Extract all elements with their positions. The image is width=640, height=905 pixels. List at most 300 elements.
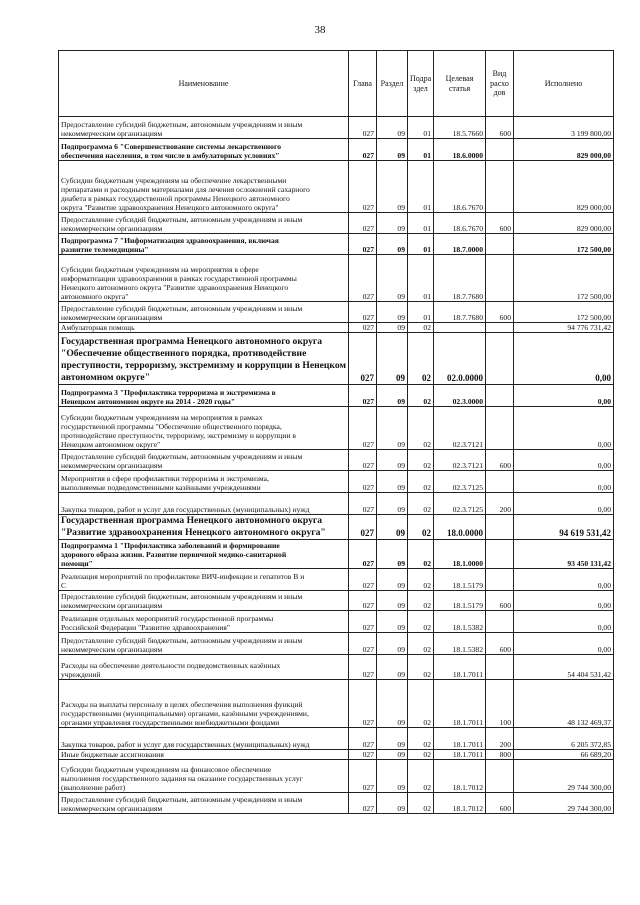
- cell-vid: [486, 591, 514, 611]
- cell-name-text: Субсидии бюджетным учреждениям на финансовое обеспечение выполнения государственного задания на оказание государственных услуг (выполнение работ): [61, 764, 303, 793]
- cell-ispolneno: [514, 234, 614, 255]
- table-row: [59, 515, 614, 540]
- cell-vid: [486, 139, 514, 161]
- cell-glava-text: 027: [362, 150, 374, 160]
- table-row: [59, 680, 614, 728]
- cell-razdel-text: 09: [397, 505, 405, 514]
- cell-podrazdel: [408, 728, 434, 750]
- cell-vid: [486, 333, 514, 385]
- cell-razdel-text: 09: [397, 323, 405, 332]
- cell-glava: [349, 655, 377, 680]
- cell-vid: [486, 493, 514, 515]
- cell-razdel: [377, 540, 408, 569]
- cell-statya-text: 18.6.7670: [452, 223, 483, 233]
- cell-name: [59, 515, 349, 540]
- table-row: [59, 117, 614, 139]
- cell-statya: [434, 569, 486, 591]
- cell-razdel: [377, 569, 408, 591]
- cell-vid-text: 600: [499, 601, 511, 610]
- table-row: [59, 333, 614, 385]
- cell-statya-text: 18.1.0000: [452, 559, 483, 568]
- cell-ispolneno: [514, 255, 614, 302]
- cell-name-text: Закупка товаров, работ и услуг для государственных (муниципальных) нужд: [61, 740, 310, 749]
- cell-podrazdel: [408, 655, 434, 680]
- cell-ispolneno-text: 29 744 300,00: [567, 804, 611, 814]
- cell-razdel: [377, 323, 408, 333]
- cell-glava-text: 027: [362, 244, 374, 254]
- cell-statya-text: 18.1.7011: [452, 718, 483, 727]
- cell-ispolneno: [514, 611, 614, 633]
- cell-vid: [486, 450, 514, 471]
- cell-statya: [434, 750, 486, 760]
- cell-ispolneno-text: 54 404 531,42: [567, 670, 611, 679]
- cell-name: [59, 161, 349, 213]
- cell-name: [59, 760, 349, 793]
- cell-glava: [349, 750, 377, 760]
- cell-podrazdel: [408, 161, 434, 213]
- cell-podrazdel-text: 01: [423, 223, 431, 233]
- page-number: 38: [314, 24, 326, 36]
- cell-name: [59, 117, 349, 139]
- cell-glava: [349, 255, 377, 302]
- cell-vid: [486, 728, 514, 750]
- cell-vid: [486, 255, 514, 302]
- cell-glava: [349, 591, 377, 611]
- cell-podrazdel: [408, 333, 434, 385]
- cell-vid: [486, 760, 514, 793]
- cell-glava-text: 027: [362, 804, 374, 814]
- cell-razdel: [377, 117, 408, 139]
- cell-glava-text: 027: [362, 670, 374, 679]
- cell-statya: [434, 728, 486, 750]
- cell-podrazdel-text: 02: [423, 483, 431, 492]
- cell-statya-text: 18.1.7011: [452, 670, 483, 679]
- cell-name: [59, 255, 349, 302]
- cell-name: [59, 471, 349, 493]
- cell-glava-text: 027: [362, 645, 374, 654]
- cell-ispolneno-text: 94 619 531,42: [559, 528, 611, 539]
- cell-razdel-text: 09: [397, 312, 405, 322]
- table-row: [59, 540, 614, 569]
- cell-name: [59, 655, 349, 680]
- cell-statya-text: 18.1.5382: [452, 623, 483, 632]
- cell-vid: [486, 471, 514, 493]
- cell-statya: [434, 540, 486, 569]
- cell-glava: [349, 302, 377, 323]
- cell-podrazdel: [408, 793, 434, 814]
- cell-razdel: [377, 333, 408, 385]
- cell-name: [59, 302, 349, 323]
- cell-statya: [434, 234, 486, 255]
- cell-razdel-text: 09: [396, 373, 405, 384]
- cell-ispolneno-text: 829 000,00: [576, 223, 611, 233]
- cell-name-text: Предоставление субсидий бюджетным, автономным учреждениям и иным некоммерческим организациям: [61, 303, 303, 322]
- cell-vid-text: 600: [499, 804, 511, 814]
- cell-glava: [349, 728, 377, 750]
- cell-razdel: [377, 302, 408, 323]
- cell-podrazdel-text: 02: [423, 505, 431, 514]
- cell-statya-text: 18.1.7011: [452, 740, 483, 749]
- cell-podrazdel-text: 01: [423, 128, 431, 138]
- cell-podrazdel: [408, 302, 434, 323]
- cell-podrazdel-text: 01: [423, 291, 431, 301]
- cell-statya-text: 02.3.7125: [452, 483, 483, 492]
- cell-razdel-text: 09: [397, 645, 405, 654]
- cell-razdel: [377, 139, 408, 161]
- cell-podrazdel-text: 02: [423, 461, 431, 470]
- cell-statya-text: 18.6.0000: [452, 150, 483, 160]
- cell-statya-text: 02.0.0000: [447, 373, 483, 384]
- cell-razdel-text: 09: [397, 718, 405, 727]
- cell-name: [59, 793, 349, 814]
- cell-podrazdel: [408, 569, 434, 591]
- cell-name-text: Иные бюджетные ассигнования: [61, 750, 164, 760]
- cell-glava-text: 027: [362, 223, 374, 233]
- cell-ispolneno: [514, 655, 614, 680]
- cell-ispolneno-text: 829 000,00: [576, 202, 611, 212]
- header-statya: Целевая статья: [434, 51, 486, 117]
- cell-razdel: [377, 633, 408, 655]
- cell-ispolneno: [514, 161, 614, 213]
- cell-razdel: [377, 255, 408, 302]
- cell-glava: [349, 515, 377, 540]
- cell-razdel: [377, 750, 408, 760]
- cell-name: [59, 493, 349, 515]
- cell-ispolneno: [514, 728, 614, 750]
- cell-name-text: Реализация отдельных мероприятий государственной программы Российской Федерации "Развитие здравоохранения": [61, 613, 274, 632]
- cell-ispolneno: [514, 407, 614, 450]
- cell-name: [59, 333, 349, 385]
- cell-name: [59, 591, 349, 611]
- cell-ispolneno: [514, 450, 614, 471]
- table-row: [59, 302, 614, 323]
- cell-vid-text: 800: [499, 750, 511, 760]
- cell-ispolneno-text: 29 744 300,00: [567, 783, 611, 793]
- table-row: [59, 234, 614, 255]
- cell-statya-text: 02.3.0000: [452, 397, 483, 406]
- cell-statya: [434, 591, 486, 611]
- cell-vid-text: 200: [499, 505, 511, 514]
- cell-razdel: [377, 471, 408, 493]
- cell-name-text: Подпрограмма 6 "Совершенствование системы лекарственного обеспечения населения, в том числе в амбулаторных условиях": [61, 141, 282, 160]
- cell-statya: [434, 255, 486, 302]
- cell-ispolneno: [514, 213, 614, 234]
- cell-glava-text: 027: [360, 528, 374, 539]
- cell-razdel-text: 09: [397, 461, 405, 470]
- cell-razdel-text: 09: [397, 783, 405, 793]
- cell-statya-text: 18.0.0000: [447, 528, 483, 539]
- cell-glava-text: 027: [362, 483, 374, 492]
- cell-vid-text: 600: [499, 461, 511, 470]
- cell-name: [59, 139, 349, 161]
- table-row: [59, 323, 614, 333]
- cell-podrazdel: [408, 450, 434, 471]
- cell-podrazdel: [408, 407, 434, 450]
- cell-podrazdel: [408, 255, 434, 302]
- header-name: Наименование: [59, 51, 349, 117]
- cell-razdel-text: 09: [397, 291, 405, 301]
- cell-name-text: Предоставление субсидий бюджетным, автономным учреждениям и иным некоммерческим организациям: [61, 214, 303, 233]
- cell-statya: [434, 139, 486, 161]
- cell-razdel-text: 09: [397, 559, 405, 568]
- cell-podrazdel-text: 02: [423, 718, 431, 727]
- cell-razdel: [377, 728, 408, 750]
- cell-ispolneno-text: 0,00: [595, 373, 611, 384]
- cell-ispolneno: [514, 680, 614, 728]
- cell-podrazdel-text: 01: [423, 244, 431, 254]
- cell-glava-text: 027: [362, 718, 374, 727]
- cell-razdel-text: 09: [397, 581, 405, 590]
- cell-podrazdel-text: 02: [423, 740, 431, 749]
- cell-podrazdel-text: 02: [423, 623, 431, 632]
- cell-ispolneno-text: 0,00: [597, 645, 611, 654]
- cell-name-text: Амбулаторная помощь: [61, 323, 135, 332]
- cell-name: [59, 611, 349, 633]
- cell-podrazdel: [408, 471, 434, 493]
- cell-ispolneno: [514, 333, 614, 385]
- cell-podrazdel-text: 02: [423, 397, 431, 406]
- cell-glava-text: 027: [362, 623, 374, 632]
- cell-razdel: [377, 213, 408, 234]
- cell-statya-text: 18.1.7012: [452, 804, 483, 814]
- table-row: [59, 471, 614, 493]
- cell-vid: [486, 750, 514, 760]
- cell-statya-text: 18.1.5179: [452, 601, 483, 610]
- cell-statya: [434, 161, 486, 213]
- cell-razdel-text: 09: [397, 623, 405, 632]
- cell-vid: [486, 302, 514, 323]
- cell-ispolneno: [514, 385, 614, 407]
- cell-ispolneno: [514, 591, 614, 611]
- cell-podrazdel-text: 02: [423, 581, 431, 590]
- cell-name: [59, 750, 349, 760]
- cell-glava: [349, 117, 377, 139]
- cell-vid: [486, 655, 514, 680]
- cell-name-text: Мероприятия в сфере профилактики терроризма и экстремизма, выполняемые подведомственными казёнными учреждениями: [61, 473, 269, 492]
- cell-name: [59, 385, 349, 407]
- cell-ispolneno-text: 0,00: [597, 440, 611, 449]
- cell-statya-text: 02.3.7125: [452, 505, 483, 514]
- cell-ispolneno-text: 172 500,00: [576, 291, 611, 301]
- cell-name: [59, 633, 349, 655]
- cell-podrazdel: [408, 760, 434, 793]
- header-glava: Глава: [349, 51, 377, 117]
- cell-name-text: Предоставление субсидий бюджетным, автономным учреждениям и иным некоммерческим организациям: [61, 795, 303, 814]
- cell-statya: [434, 680, 486, 728]
- table-row: [59, 569, 614, 591]
- cell-glava-text: 027: [362, 740, 374, 749]
- cell-vid-text: 200: [499, 740, 511, 749]
- cell-ispolneno-text: 172 500,00: [576, 312, 611, 322]
- cell-podrazdel: [408, 234, 434, 255]
- cell-statya-text: 18.1.5179: [452, 581, 483, 590]
- cell-podrazdel-text: 02: [423, 750, 431, 760]
- cell-name: [59, 450, 349, 471]
- cell-razdel-text: 09: [397, 223, 405, 233]
- cell-glava: [349, 450, 377, 471]
- cell-podrazdel-text: 02: [423, 559, 431, 568]
- table-row: [59, 793, 614, 814]
- cell-vid: [486, 611, 514, 633]
- cell-razdel: [377, 591, 408, 611]
- cell-podrazdel: [408, 385, 434, 407]
- cell-podrazdel-text: 02: [422, 373, 431, 384]
- cell-razdel: [377, 493, 408, 515]
- cell-statya: [434, 450, 486, 471]
- cell-glava: [349, 139, 377, 161]
- cell-glava: [349, 680, 377, 728]
- cell-name: [59, 323, 349, 333]
- cell-glava: [349, 569, 377, 591]
- cell-podrazdel: [408, 213, 434, 234]
- cell-vid: [486, 540, 514, 569]
- cell-statya: [434, 302, 486, 323]
- cell-statya: [434, 385, 486, 407]
- cell-ispolneno: [514, 515, 614, 540]
- cell-ispolneno: [514, 793, 614, 814]
- table-row: [59, 750, 614, 760]
- table-body: [59, 117, 614, 814]
- cell-podrazdel: [408, 680, 434, 728]
- cell-name: [59, 213, 349, 234]
- cell-vid: [486, 407, 514, 450]
- cell-ispolneno-text: 829 000,00: [576, 150, 611, 160]
- cell-podrazdel-text: 02: [423, 440, 431, 449]
- cell-name: [59, 407, 349, 450]
- table-row: [59, 493, 614, 515]
- cell-name-text: Подпрограмма 3 "Профилактика терроризма и экстремизма в Ненецком автономном округе на 2014 - 2020 годы": [61, 387, 276, 406]
- cell-ispolneno: [514, 471, 614, 493]
- table-row: [59, 591, 614, 611]
- cell-vid: [486, 234, 514, 255]
- cell-razdel-text: 09: [396, 528, 405, 539]
- cell-razdel: [377, 450, 408, 471]
- cell-name-text: Закупка товаров, работ и услуг для государственных (муниципальных) нужд: [61, 505, 310, 514]
- cell-podrazdel: [408, 139, 434, 161]
- cell-ispolneno-text: 93 450 131,42: [567, 559, 611, 568]
- cell-statya-text: 18.7.0000: [452, 244, 483, 254]
- cell-razdel: [377, 793, 408, 814]
- cell-statya: [434, 407, 486, 450]
- cell-statya: [434, 117, 486, 139]
- cell-name-text: Предоставление субсидий бюджетным, автономным учреждениям и иным некоммерческим организациям: [61, 451, 303, 470]
- cell-vid: [486, 213, 514, 234]
- cell-glava-text: 027: [362, 440, 374, 449]
- cell-statya-text: 18.7.7680: [452, 312, 483, 322]
- cell-statya: [434, 493, 486, 515]
- cell-podrazdel: [408, 540, 434, 569]
- cell-name-text: Государственная программа Ненецкого автономного округа "Развитие здравоохранения Ненецкого автономного округа": [61, 515, 326, 539]
- cell-ispolneno-text: 6 205 372,85: [571, 740, 611, 749]
- cell-glava: [349, 493, 377, 515]
- cell-razdel-text: 09: [397, 244, 405, 254]
- cell-razdel-text: 09: [397, 440, 405, 449]
- budget-execution-table: [58, 50, 614, 814]
- cell-statya: [434, 655, 486, 680]
- cell-vid: [486, 680, 514, 728]
- cell-ispolneno: [514, 540, 614, 569]
- cell-name-text: Реализация мероприятий по профилактике ВИЧ-инфекции и гепатитов В и С: [61, 571, 305, 590]
- cell-name: [59, 540, 349, 569]
- header-podrazdel: Подра здел: [408, 51, 434, 117]
- cell-name-text: Субсидии бюджетным учреждениям на обеспечение лекарственными препаратами и расходными материалами для лечения осложнений сахарного диабета в рамках государственной программы Ненецкого автономного округа "Развитие здравоохранения Ненецкого автономного округа": [61, 175, 310, 212]
- table-row: [59, 655, 614, 680]
- header-razdel: Раздел: [377, 51, 408, 117]
- cell-name: [59, 728, 349, 750]
- cell-vid-text: 600: [499, 223, 511, 233]
- cell-name-text: Предоставление субсидий бюджетным, автономным учреждениям и иным некоммерческим организациям: [61, 119, 303, 138]
- cell-ispolneno-text: 0,00: [597, 397, 611, 406]
- header-vid: Вид расхо дов: [486, 51, 514, 117]
- cell-ispolneno: [514, 493, 614, 515]
- cell-glava-text: 027: [362, 581, 374, 590]
- cell-ispolneno-text: 66 689,20: [580, 750, 611, 760]
- cell-glava-text: 027: [362, 783, 374, 793]
- cell-glava: [349, 633, 377, 655]
- cell-podrazdel-text: 02: [422, 528, 431, 539]
- cell-statya: [434, 515, 486, 540]
- cell-razdel-text: 09: [397, 483, 405, 492]
- cell-glava: [349, 161, 377, 213]
- cell-ispolneno: [514, 323, 614, 333]
- cell-razdel: [377, 234, 408, 255]
- cell-podrazdel-text: 02: [423, 645, 431, 654]
- table-row: [59, 728, 614, 750]
- cell-razdel-text: 09: [397, 601, 405, 610]
- cell-statya-text: 02.3.7121: [452, 461, 483, 470]
- cell-statya-text: 18.1.7012: [452, 783, 483, 793]
- cell-glava: [349, 234, 377, 255]
- cell-ispolneno-text: 3 199 800,00: [571, 128, 611, 138]
- cell-podrazdel: [408, 515, 434, 540]
- cell-razdel-text: 09: [397, 750, 405, 760]
- cell-razdel-text: 09: [397, 670, 405, 679]
- cell-glava: [349, 213, 377, 234]
- cell-statya: [434, 333, 486, 385]
- cell-vid: [486, 569, 514, 591]
- cell-podrazdel: [408, 633, 434, 655]
- cell-podrazdel: [408, 117, 434, 139]
- cell-ispolneno: [514, 117, 614, 139]
- cell-podrazdel: [408, 591, 434, 611]
- cell-ispolneno: [514, 139, 614, 161]
- cell-name-text: Подпрограмма 7 "Информатизация здравоохранения, включая развитие телемедицины": [61, 235, 279, 254]
- cell-podrazdel: [408, 323, 434, 333]
- cell-ispolneno-text: 0,00: [597, 623, 611, 632]
- cell-razdel-text: 09: [397, 150, 405, 160]
- cell-razdel-text: 09: [397, 202, 405, 212]
- cell-name-text: Расходы на обеспечение деятельности подведомственных казённых учреждений: [61, 660, 281, 679]
- cell-glava: [349, 471, 377, 493]
- cell-glava: [349, 793, 377, 814]
- cell-glava: [349, 611, 377, 633]
- cell-podrazdel-text: 01: [423, 150, 431, 160]
- cell-razdel-text: 09: [397, 128, 405, 138]
- cell-name: [59, 680, 349, 728]
- cell-glava: [349, 407, 377, 450]
- cell-name-text: Расходы на выплаты персоналу в целях обеспечения выполнения функций государственными (муниципальными) органами, казёнными учреждениями, органами управления государственными внебюджетными фондами: [61, 699, 309, 727]
- cell-glava-text: 027: [362, 750, 374, 760]
- cell-razdel: [377, 385, 408, 407]
- cell-razdel-text: 09: [397, 740, 405, 749]
- cell-name: [59, 234, 349, 255]
- cell-podrazdel-text: 02: [423, 323, 431, 332]
- cell-ispolneno-text: 0,00: [597, 581, 611, 590]
- cell-ispolneno-text: 94 776 731,42: [567, 323, 611, 332]
- cell-glava: [349, 385, 377, 407]
- cell-statya-text: 18.1.7011: [452, 750, 483, 760]
- table-row: [59, 611, 614, 633]
